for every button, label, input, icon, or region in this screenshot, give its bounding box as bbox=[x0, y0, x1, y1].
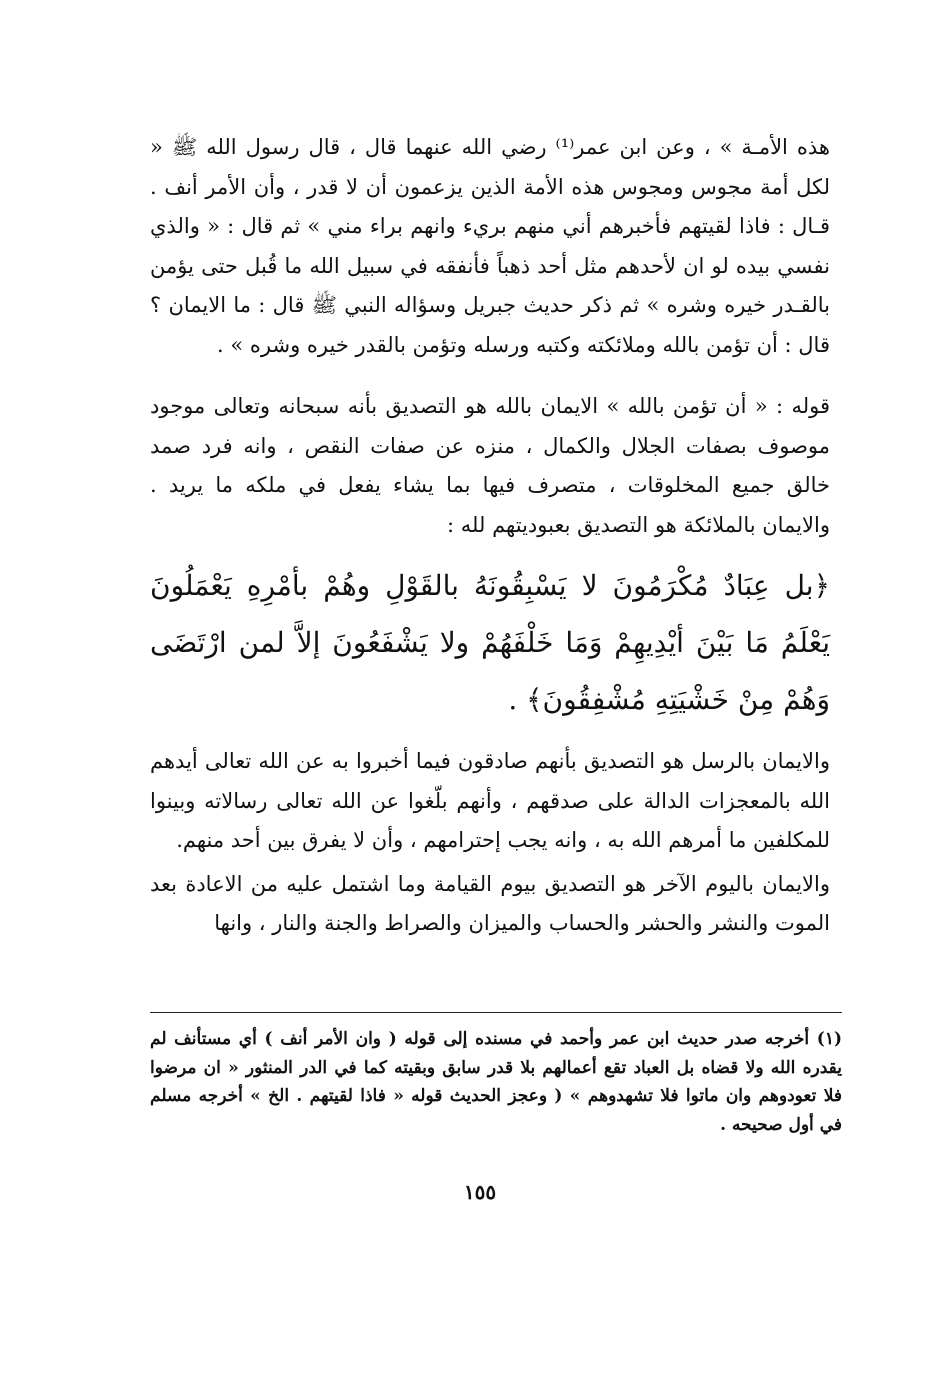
page-number: ١٥٥ bbox=[463, 1180, 497, 1204]
paragraph-faith-in-allah: قوله : « أن تؤمن بالله » الايمان بالله هو التصديق بأنه سبحانه وتعالى موجود موصوف بصفات الجلال والكمال ، منزه عن صفات النقص ، وانه فرد صمد خالق جميع المخلوقات ، متصرف فيها بما يشاء يفعل في ملكه ما يريد . والايمان بالملائكة هو التصديق بعبوديتهم لله : bbox=[150, 394, 830, 537]
footnote: (١) أخرجه صدر حديث ابن عمر وأحمد في مسنده إلى قوله ( وان الأمر أنف ) أي مستأنف لم يقدره الله ولا قضاه بل العباد تقع أعمالهم بلا قدر سابق وبقيته كما في الدر المنثور « ان مرضوا فلا تعودوهم وان ماتوا فلا تشهدوهم » ( وعجز الحديث قوله « فاذا لقيتهم . الخ » أخرجه مسلم في أول صحيحه . bbox=[150, 1029, 842, 1135]
paragraph-hadith-intro: هذه الأمـة » ، وعن ابن عمر⁽¹⁾ رضي الله عنهما قال ، قال رسول الله ﷺ « لكل أمة مجوس ومجوس هذه الأمة الذين يزعمون أن لا قدر ، وأن الأمر أنف . قـال : فاذا لقيتهم فأخبرهم أني منهم بريء وانهم براء مني » ثم قال : « والذي نفسي بيده لو ان لأحدهم مثل أحد ذهباً فأنفقه في سبيل الله ما قُبل حتى يؤمن بالقـدر خيره وشره » ثم ذكر حديث جبريل وسؤاله النبي ﷺ قال : ما الايمان ؟ قال : أن تؤمن بالله وملائكته وكتبه ورسله وتؤمن بالقدر خيره وشره » . bbox=[150, 135, 830, 357]
paragraph-faith-in-last-day: والايمان باليوم الآخر هو التصديق بيوم القيامة وما اشتمل عليه من الاعادة بعد الموت والنشر والحشر والحساب والميزان والصراط والجنة والنار ، وانها bbox=[150, 871, 830, 935]
main-text-block bbox=[150, 128, 830, 944]
quran-verse: ﴿بل عِبَادٌ مُكْرَمُونَ لا يَسْبِقُونَهُ بالقَوْلِ وهُمْ بأمْرِهِ يَعْمَلُونَ يَعْلَمُ مَا بَيْنَ أيْدِيهِمْ وَمَا خَلْفَهُمْ ولا يَشْفَعُونَ إلاَّ لمن ارْتَضَى وَهُمْ مِنْ خَشْيَتِهِ مُشْفِقُونَ﴾ . bbox=[150, 569, 830, 716]
footnote-divider bbox=[150, 1012, 842, 1013]
paragraph-faith-in-messengers: والايمان بالرسل هو التصديق بأنهم صادقون فيما أخبروا به عن الله تعالى أيدهم الله بالمعجزات الدالة على صدقهم ، وأنهم بلّغوا عن الله تعالى رسالاته وبينوا للمكلفين ما أمرهم الله به ، وانه يجب إحترامهم ، وأن لا يفرق بين أحد منهم. bbox=[150, 749, 830, 852]
